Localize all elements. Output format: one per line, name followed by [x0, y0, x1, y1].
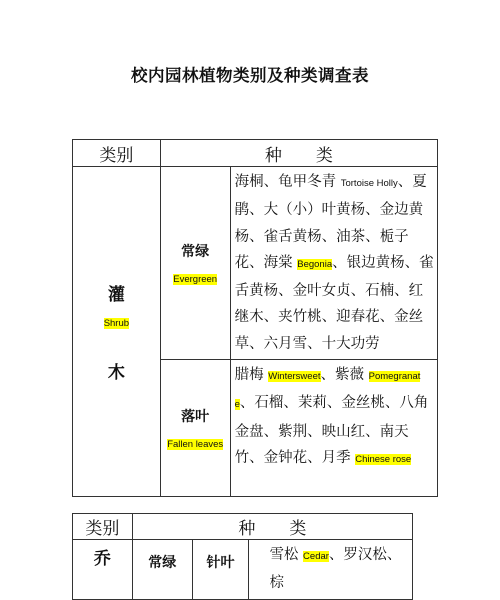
- species-en-pomegranate: Pomegranate: [234, 371, 421, 411]
- species-text: 海桐、龟甲冬青: [234, 174, 341, 190]
- plant-survey-table-shrub: [72, 139, 438, 497]
- category-shrub-cell: [73, 167, 161, 497]
- subcategory-deciduous-cell: [160, 360, 230, 497]
- species-text: 、罗汉松、棕: [269, 547, 402, 592]
- category-shrub-cn-bottom: 木: [107, 363, 125, 384]
- category-tree-cn: 乔: [93, 549, 111, 569]
- species-text: 、石榴、茉莉、金丝桃、八角金盘、紫荆、映山红、南天竹、金钟花、月季: [234, 395, 429, 466]
- species-en-wintersweet: Wintersweet: [268, 371, 321, 383]
- species-text: 、银边黄杨、雀舌黄杨、金叶女贞、石楠、红继木、夹竹桃、迎春花、金丝草、六月雪、十大功劳: [234, 254, 434, 352]
- species-en-begonia: Begonia: [297, 258, 333, 270]
- subcategory-tree-evergreen-cn: 常绿: [148, 555, 177, 571]
- subcategory-conifer-cn: 针叶: [206, 555, 235, 571]
- subcategory-evergreen-cell: [160, 167, 230, 360]
- subcategory-tree-evergreen-cell: [132, 540, 192, 600]
- subcategory-evergreen-cn: 常绿: [181, 243, 210, 260]
- category-tree-cell: [73, 540, 133, 600]
- species-text: 腊梅: [234, 367, 269, 384]
- header-category: 类别: [73, 140, 161, 167]
- subcategory-deciduous-cn: 落叶: [181, 408, 210, 425]
- species-text: 、夏鹃、大（小）叶黄杨、金边黄杨、雀舌黄杨、油茶、栀子花、海棠: [234, 174, 427, 271]
- subcategory-deciduous-en: Fallen leaves: [167, 438, 224, 450]
- category-shrub-en: Shrub: [103, 318, 130, 330]
- plant-survey-table-tree: [72, 513, 413, 600]
- subcategory-conifer-cell: [192, 540, 249, 600]
- species-en-tortoise-holly: Tortoise Holly: [340, 178, 398, 189]
- species-text: 雪松: [269, 547, 304, 563]
- species-en-chinese-rose: Chinese rose: [355, 453, 412, 465]
- species-en-cedar: Cedar: [303, 551, 329, 562]
- category-shrub-cn-top: 灌: [107, 285, 125, 306]
- page-title: 校内园林植物类别及种类调查表: [131, 66, 369, 85]
- species-text: 、紫薇: [320, 367, 369, 384]
- header-species: 种 类: [132, 514, 412, 540]
- subcategory-evergreen-en: Evergreen: [173, 273, 218, 285]
- species-evergreen-list: [230, 167, 437, 360]
- header-species: 种 类: [160, 140, 437, 167]
- species-deciduous-list: [230, 360, 437, 497]
- species-conifer-list: [249, 540, 413, 600]
- header-category: 类别: [73, 514, 133, 540]
